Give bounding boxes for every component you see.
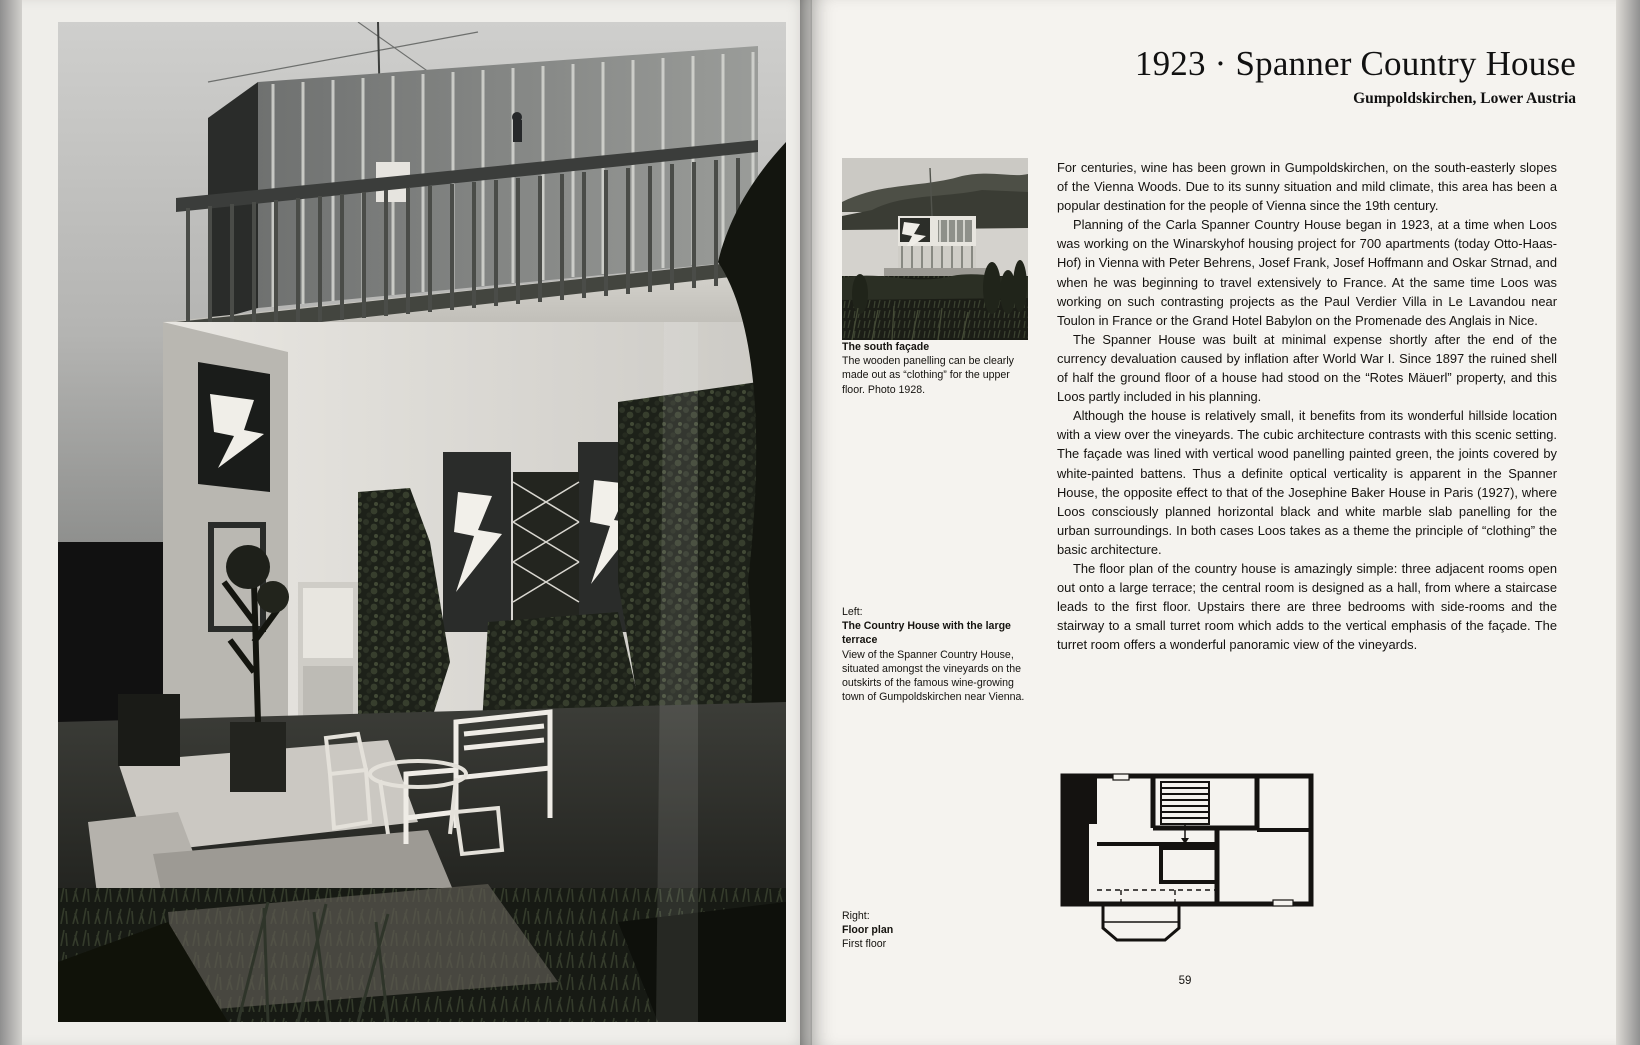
caption-right [842,909,1032,952]
body-paragraph-5: The floor plan of the country house is amazingly simple: three adjacent rooms open out onto a large terrace; the central room is designed as a hall, from where a staircase leads to the first floor. Upstairs there are three bedrooms with side-rooms and the stairway to a small turret room which adds to the vertical emphasis of the façade. The turret room offers a wonderful panoramic view of the vineyards. [1057,560,1557,653]
body-paragraph-1: For centuries, wine has been grown in Gumpoldskirchen, on the south-easterly slopes of the Vienna Woods. Due to its sunny situation and mild climate, this area has been a popular destination for the people of Vienna since the 19th century. [1057,160,1557,214]
page-number: 59 [1178,975,1192,987]
caption-right-label: Right: [842,910,870,922]
left-page [22,0,812,1045]
right-page [812,0,1618,1045]
caption-left-label: Left: [842,606,863,618]
body-text [1057,158,1557,654]
body-paragraph-3: The Spanner House was built at minimal expense shortly after the end of the currency devaluation caused by inflation after World War I. Since 1897 the ruined shell of half the ground floor of a house had stood on the “Rotes Mäuerl” property, and this Loos partly included in his planning. [1057,331,1557,405]
page-subtitle: Gumpoldskirchen, Lower Austria [1353,90,1576,107]
photo-country-house-terrace [58,22,786,1022]
title-separator: · [1214,44,1227,83]
page-title [812,44,1576,84]
title-name: Spanner Country House [1235,44,1576,83]
body-paragraph-4: Although the house is relatively small, it benefits from its wonderful hillside location with a view over the vineyards. The cubic architecture contrasts with this scenic setting. The façade was lined with vertical wood panelling painted green, the joints covered by white-painted battens. Thus a definite optical verticality is apparent in the Spanner House, the opposite effect to that of the Josephine Baker House in Paris (1927), where Loos consciously planned horizontal black and white marble slab panelling for the urban surroundings. In both cases Loos takes as a theme the principle of “clothing” the basic architecture. [1057,408,1557,557]
page-edge-right [1616,0,1640,1045]
caption-thumb-text: The wooden panelling can be clearly made out as “clothing” for the upper floor. Photo 1928. [842,355,1014,396]
photo-south-facade-thumb [842,158,1028,340]
floor-plan-drawing [1057,770,1317,950]
caption-thumb [842,340,1028,397]
caption-thumb-heading: The south façade [842,341,930,353]
body-paragraph-2: Planning of the Carla Spanner Country House began in 1923, at a time when Loos was working on the Winarskyhof housing project for 700 apartments (today Otto-Haas-Hof) in Vienna with Peter Behrens, Josef Frank, Josef Hoffmann and Oskar Strnad, and when he was beginning to travel extensively to France. At the same time Loos was working on such contrasting projects as the Paul Verdier Villa in Le Lavandou near Toulon in France or the Grand Hotel Babylon on the Promenade des Anglais in Nice. [1057,217,1557,328]
caption-left-text: View of the Spanner Country House, situated amongst the vineyards on the outskirts of the famous wine-growing town of Gumpoldskirchen near Vienna. [842,648,1025,704]
page-title-block [812,44,1618,108]
caption-left [842,605,1038,704]
caption-right-text: First floor [842,938,887,951]
caption-left-heading: The Country House with the large terrace [842,620,1011,647]
caption-right-heading: Floor plan [842,924,894,937]
title-year: 1923 [1134,44,1206,83]
caption-column [842,158,1028,397]
page-edge-left [0,0,24,1045]
